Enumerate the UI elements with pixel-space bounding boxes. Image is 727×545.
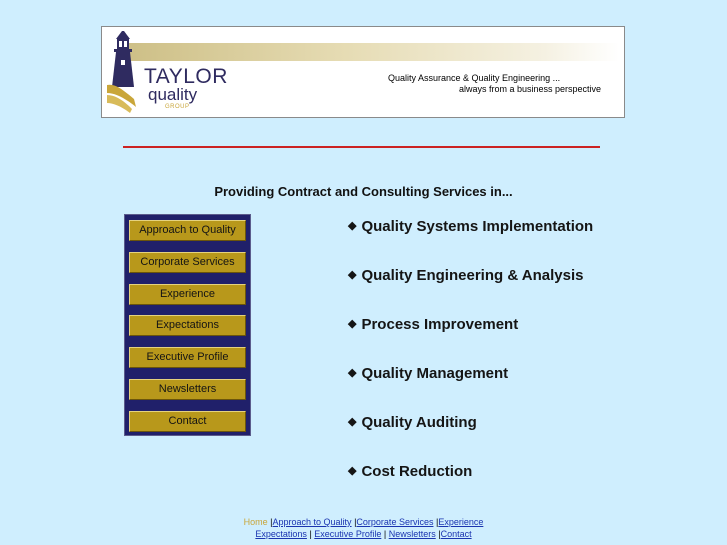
footer-link-expectations[interactable]: Expectations <box>255 529 307 539</box>
footer-separator: | <box>438 529 441 539</box>
intro-heading: Providing Contract and Consulting Services in... <box>214 184 513 199</box>
diamond-bullet-icon: ◆ <box>348 318 357 330</box>
diamond-bullet-icon: ◆ <box>348 416 357 428</box>
footer-link-executive-profile[interactable]: Executive Profile <box>314 529 382 539</box>
banner-stripe <box>124 43 619 61</box>
footer-separator: | <box>354 517 357 527</box>
tagline-line2: always from a business perspective <box>459 84 602 94</box>
nav-corporate-services-button[interactable]: Corporate Services <box>129 252 246 273</box>
header-banner <box>101 26 625 118</box>
footer-links-line2 <box>0 529 727 539</box>
nav-experience-button[interactable]: Experience <box>129 284 246 305</box>
brand-name: TAYLOR <box>144 65 228 88</box>
diamond-bullet-icon: ◆ <box>348 220 357 232</box>
nav-approach-to-quality-button[interactable]: Approach to Quality <box>129 220 246 241</box>
footer-link-experience[interactable]: Experience <box>438 517 484 527</box>
lighthouse-logo-icon <box>102 27 147 117</box>
service-label: Process Improvement <box>361 316 519 333</box>
nav-panel <box>124 214 251 436</box>
service-item <box>348 414 477 431</box>
footer-home-link[interactable]: Home <box>243 517 268 527</box>
footer-link-contact[interactable]: Contact <box>440 529 472 539</box>
footer-link-approach-to-quality[interactable]: Approach to Quality <box>272 517 352 527</box>
service-item <box>348 365 508 382</box>
nav-expectations-button[interactable]: Expectations <box>129 315 246 336</box>
service-label: Quality Management <box>361 365 509 382</box>
service-item <box>348 316 518 333</box>
nav-executive-profile-button[interactable]: Executive Profile <box>129 347 246 368</box>
footer-link-corporate-services[interactable]: Corporate Services <box>356 517 434 527</box>
diamond-bullet-icon: ◆ <box>348 269 357 281</box>
footer-separator: | <box>270 517 273 527</box>
service-label: Quality Systems Implementation <box>361 218 594 235</box>
service-label: Quality Engineering & Analysis <box>361 267 584 284</box>
divider-rule <box>123 146 600 148</box>
service-item <box>348 218 593 235</box>
service-label: Cost Reduction <box>361 463 473 480</box>
footer-links-line1 <box>0 517 727 527</box>
tagline-line1: Quality Assurance & Quality Engineering ... <box>388 73 561 83</box>
service-item <box>348 267 583 284</box>
diamond-bullet-icon: ◆ <box>348 465 357 477</box>
service-label: Quality Auditing <box>361 414 477 431</box>
brand-subtitle: quality <box>148 85 198 104</box>
nav-contact-button[interactable]: Contact <box>129 411 246 432</box>
footer-separator: | <box>383 529 387 539</box>
nav-newsletters-button[interactable]: Newsletters <box>129 379 246 400</box>
footer-separator: | <box>435 517 439 527</box>
brand-group-label: GROUP <box>165 104 190 110</box>
service-item <box>348 463 472 480</box>
footer-separator: | <box>309 529 312 539</box>
diamond-bullet-icon: ◆ <box>348 367 357 379</box>
footer-link-newsletters[interactable]: Newsletters <box>388 529 436 539</box>
